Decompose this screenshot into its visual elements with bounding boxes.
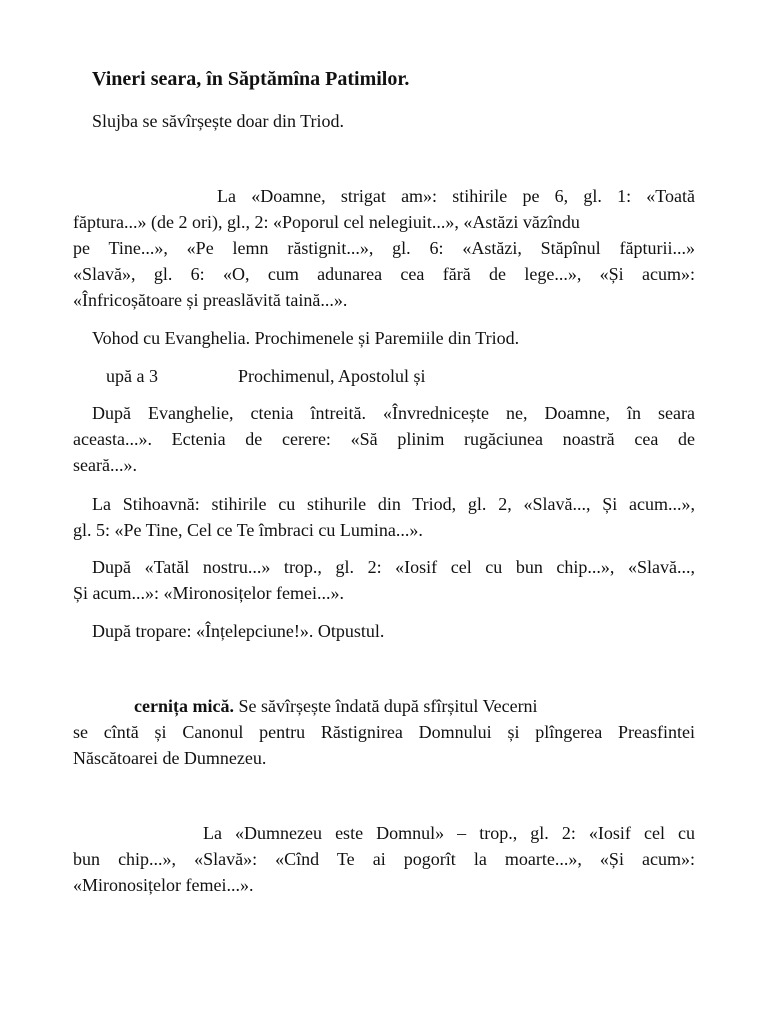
paragraph-line xyxy=(73,693,695,719)
fragment-b: Prochimenul, Apostolul și xyxy=(237,366,426,386)
paragraph-line: Vohod cu Evanghelia. Prochimenele și Paremiile din Triod. xyxy=(92,328,520,348)
text-fragment: Se săvîrșește îndată după sfîrșitul Vecerni xyxy=(233,696,538,716)
paragraph-line: «Mironosițelor femei...». xyxy=(73,875,254,895)
paragraph-line: După «Tatăl nostru...» trop., gl. 2: «Iosif cel cu bun chip...», «Slavă..., xyxy=(92,557,695,577)
fragment-a: upă a 3 xyxy=(106,366,158,386)
paragraph-line xyxy=(106,363,728,389)
paragraph-line: «Înfricoșătoare și preaslăvită taină...». xyxy=(73,290,348,310)
paragraph-line: Și acum...»: «Mironosițelor femei...». xyxy=(73,583,344,603)
paragraph-line: făptura...» (de 2 ori), gl., 2: «Poporul cel nelegiuit...», «Astăzi văzîndu xyxy=(73,212,580,232)
paragraph-line: seară...». xyxy=(73,455,137,475)
paragraph-line: După tropare: «Înțelepciune!». Otpustul. xyxy=(92,621,385,641)
paragraph-line: «Slavă», gl. 6: «O, cum adunarea cea fără de lege...», «Și acum»: xyxy=(73,264,695,284)
paragraph-line: bun chip...», «Slavă»: «Cînd Te ai pogorît la moarte...», «Și acum»: xyxy=(73,849,695,869)
paragraph-evanghelie xyxy=(73,400,695,478)
paragraph-line: După Evanghelie, ctenia întreită. «Învrednicește ne, Doamne, în seara xyxy=(92,403,695,423)
paragraph-prochimenul xyxy=(106,363,728,389)
paragraph-doamne-strigat xyxy=(73,183,695,313)
paragraph-line: se cîntă și Canonul pentru Răstignirea Domnului și plîngerea Preasfintei xyxy=(73,722,695,742)
paragraph-line: La «Dumnezeu este Domnul» – trop., gl. 2: «Iosif cel cu xyxy=(203,823,695,843)
page-title: Vineri seara, în Săptămîna Patimilor. xyxy=(92,68,410,90)
paragraph-line: aceasta...». Ectenia de cerere: «Să plinim rugăciunea noastră cea de xyxy=(73,429,695,449)
paragraph-line: La Stihoavnă: stihirile cu stihurile din Triod, gl. 2, «Slavă..., Și acum...», xyxy=(92,494,695,514)
bold-fragment: cernița mică. xyxy=(134,696,234,716)
paragraph-line: La «Doamne, strigat am»: stihirile pe 6, gl. 1: «Toată xyxy=(217,186,695,206)
paragraph-stihoavna xyxy=(73,491,695,543)
paragraph-pavecernita xyxy=(73,693,695,771)
paragraph-line: pe Tine...», «Pe lemn răstignit...», gl. 6: «Astăzi, Stăpînul făpturii...» xyxy=(73,238,695,258)
intro-line: Slujba se săvîrșește doar din Triod. xyxy=(92,111,344,131)
paragraph-vohod xyxy=(92,325,714,351)
paragraph-otpust xyxy=(92,618,714,644)
paragraph-tatal-nostru xyxy=(73,554,695,606)
paragraph-dumnezeu-domnul xyxy=(73,820,695,898)
intro-paragraph xyxy=(92,108,714,134)
paragraph-line: gl. 5: «Pe Tine, Cel ce Te îmbraci cu Lumina...». xyxy=(73,520,423,540)
paragraph-line: Născătoarei de Dumnezeu. xyxy=(73,748,267,768)
